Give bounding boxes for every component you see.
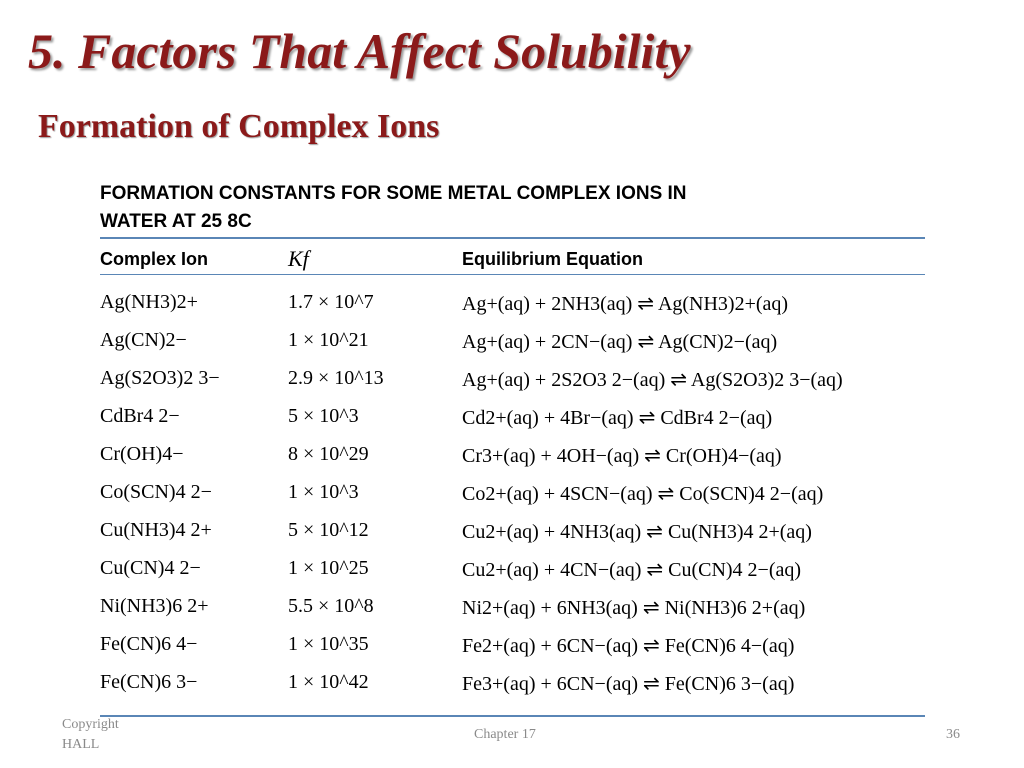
kf-value-cell: 8 × 10^29: [288, 443, 369, 465]
table-title-line-2: WATER AT 25 8C: [100, 211, 252, 232]
slide-title: 5. Factors That Affect Solubility: [28, 23, 691, 79]
footer-chapter: Chapter 17: [474, 727, 536, 742]
equation-cell: Ag+(aq) + 2S2O3 2−(aq) ⇌ Ag(S2O3)2 3−(aq): [462, 369, 843, 391]
table-row: [0, 285, 1024, 323]
equation-cell: Cu2+(aq) + 4CN−(aq) ⇌ Cu(CN)4 2−(aq): [462, 559, 802, 581]
footer-copyright: Copyright: [62, 717, 119, 732]
equation-cell: Cu2+(aq) + 4NH3(aq) ⇌ Cu(NH3)4 2+(aq): [462, 521, 812, 543]
complex-ion-cell: Ag(CN)2−: [100, 329, 187, 351]
table-row: [0, 437, 1024, 475]
table-row: [0, 475, 1024, 513]
table-row: [0, 665, 1024, 703]
column-header-complex-ion: Complex Ion: [100, 249, 209, 269]
kf-value-cell: 1 × 10^42: [288, 671, 369, 693]
complex-ion-cell: Ag(S2O3)2 3−: [100, 367, 220, 389]
complex-ion-cell: Ag(NH3)2+: [100, 291, 198, 313]
footer-publisher: HALL: [62, 737, 100, 752]
table-row: [0, 589, 1024, 627]
page-number: 36: [946, 727, 960, 742]
kf-value-cell: 1 × 10^21: [288, 329, 369, 351]
table-row: [0, 399, 1024, 437]
column-header-equation: Equilibrium Equation: [462, 249, 643, 269]
table-title: [100, 180, 860, 236]
table-row: [0, 323, 1024, 361]
equation-cell: Co2+(aq) + 4SCN−(aq) ⇌ Co(SCN)4 2−(aq): [462, 483, 824, 505]
table-header-rule: [100, 274, 925, 275]
complex-ion-cell: Co(SCN)4 2−: [100, 481, 212, 503]
kf-value-cell: 2.9 × 10^13: [288, 367, 384, 389]
table-row: [0, 627, 1024, 665]
kf-value-cell: 1.7 × 10^7: [288, 291, 374, 313]
complex-ion-cell: Cu(CN)4 2−: [100, 557, 201, 579]
kf-value-cell: 5 × 10^3: [288, 405, 359, 427]
kf-value-cell: 5.5 × 10^8: [288, 595, 374, 617]
table-top-rule: [100, 237, 925, 239]
table-row: [0, 361, 1024, 399]
kf-value-cell: 1 × 10^25: [288, 557, 369, 579]
equation-cell: Cd2+(aq) + 4Br−(aq) ⇌ CdBr4 2−(aq): [462, 407, 773, 429]
complex-ion-cell: Fe(CN)6 3−: [100, 671, 198, 693]
column-header-kf: Kf: [288, 246, 309, 271]
complex-ion-cell: CdBr4 2−: [100, 405, 180, 427]
equation-cell: Ag+(aq) + 2CN−(aq) ⇌ Ag(CN)2−(aq): [462, 331, 778, 353]
complex-ion-cell: Ni(NH3)6 2+: [100, 595, 209, 617]
slide-subtitle: Formation of Complex Ions: [38, 108, 440, 145]
table-title-line-1: FORMATION CONSTANTS FOR SOME METAL COMPLEX IONS IN: [100, 183, 687, 204]
table-row: [0, 551, 1024, 589]
kf-value-cell: 5 × 10^12: [288, 519, 369, 541]
equation-cell: Ni2+(aq) + 6NH3(aq) ⇌ Ni(NH3)6 2+(aq): [462, 597, 806, 619]
kf-value-cell: 1 × 10^35: [288, 633, 369, 655]
table-bottom-rule: [100, 715, 925, 717]
equation-cell: Cr3+(aq) + 4OH−(aq) ⇌ Cr(OH)4−(aq): [462, 445, 782, 467]
equation-cell: Fe3+(aq) + 6CN−(aq) ⇌ Fe(CN)6 3−(aq): [462, 673, 795, 695]
complex-ion-cell: Cr(OH)4−: [100, 443, 184, 465]
table-row: [0, 513, 1024, 551]
equation-cell: Fe2+(aq) + 6CN−(aq) ⇌ Fe(CN)6 4−(aq): [462, 635, 795, 657]
kf-value-cell: 1 × 10^3: [288, 481, 359, 503]
complex-ion-cell: Cu(NH3)4 2+: [100, 519, 212, 541]
complex-ion-cell: Fe(CN)6 4−: [100, 633, 198, 655]
equation-cell: Ag+(aq) + 2NH3(aq) ⇌ Ag(NH3)2+(aq): [462, 293, 789, 315]
